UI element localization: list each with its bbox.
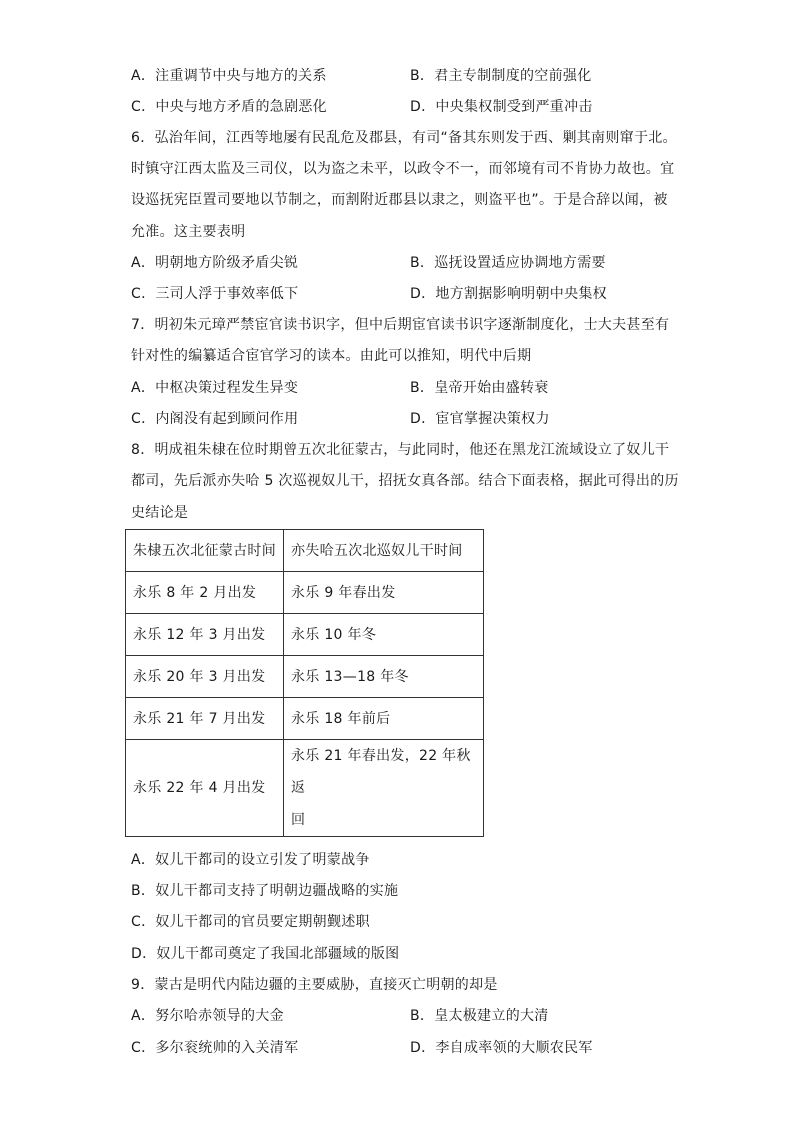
table-cell: 永乐 18 年前后 xyxy=(284,698,484,740)
q6-stem-line-4: 允准。这主要表明 xyxy=(131,224,246,240)
q9-option-a: A．努尔哈赤领导的大金 xyxy=(131,1008,284,1024)
q7-stem-line-2: 针对性的编纂适合宦官学习的读本。由此可以推知，明代中后期 xyxy=(131,348,532,364)
q7-option-d: D．宦官掌握决策权力 xyxy=(410,411,550,427)
table-row xyxy=(126,614,484,656)
table-row xyxy=(126,740,484,837)
q8-option-c: C．奴儿干都司的官员要定期朝觐述职 xyxy=(131,914,370,930)
table-header-row xyxy=(126,530,484,572)
table-cell: 永乐 10 年冬 xyxy=(284,614,484,656)
table-row xyxy=(126,572,484,614)
table-cell-line: 回 xyxy=(291,812,306,828)
q8-stem-line-1: 8．明成祖朱棣在位时期曾五次北征蒙古，与此同时，他还在黑龙江流域设立了奴儿干 xyxy=(131,442,670,458)
table-cell: 永乐 8 年 2 月出发 xyxy=(126,572,284,614)
q9-option-b: B．皇太极建立的大清 xyxy=(410,1008,549,1024)
table-cell-multiline xyxy=(284,740,484,837)
table-header-cell: 亦失哈五次北巡奴儿干时间 xyxy=(284,530,484,572)
q6-option-b: B．巡抚设置适应协调地方需要 xyxy=(410,255,606,271)
q5-option-d: D．中央集权制受到严重冲击 xyxy=(410,99,593,115)
q6-option-c: C．三司人浮于事效率低下 xyxy=(131,286,299,302)
q6-option-row-2 xyxy=(131,284,671,304)
table-row xyxy=(126,698,484,740)
q8-history-table xyxy=(125,529,484,837)
q7-option-row-2 xyxy=(131,409,671,429)
q5-option-row-1 xyxy=(131,66,671,86)
table-cell: 永乐 20 年 3 月出发 xyxy=(126,656,284,698)
q5-option-b: B．君主专制制度的空前强化 xyxy=(410,68,592,84)
table-header-cell: 朱棣五次北征蒙古时间 xyxy=(126,530,284,572)
q6-option-row-1 xyxy=(131,253,671,273)
q7-option-c: C．内阁没有起到顾问作用 xyxy=(131,411,299,427)
q8-option-d: D．奴儿干都司奠定了我国北部疆域的版图 xyxy=(131,946,400,962)
q5-option-a: A．注重调节中央与地方的关系 xyxy=(131,68,327,84)
q9-option-d: D．李自成率领的大顺农民军 xyxy=(410,1040,593,1056)
q9-option-c: C．多尔衮统帅的入关清军 xyxy=(131,1040,299,1056)
table-cell-line: 永乐 21 年春出发，22 年秋返 xyxy=(291,748,471,796)
q6-option-a: A．明朝地方阶级矛盾尖锐 xyxy=(131,255,299,271)
table-cell: 永乐 13—18 年冬 xyxy=(284,656,484,698)
q9-option-row-1 xyxy=(131,1006,671,1026)
q5-option-c: C．中央与地方矛盾的急剧恶化 xyxy=(131,99,327,115)
table-cell: 永乐 12 年 3 月出发 xyxy=(126,614,284,656)
q6-stem-line-3: 设巡抚宪臣置司要地以节制之，而割附近郡县以隶之，则盗平也”。于是合辞以闻，被 xyxy=(131,192,668,208)
table-cell: 永乐 9 年春出发 xyxy=(284,572,484,614)
q9-stem-line-1: 9．蒙古是明代内陆边疆的主要威胁，直接灭亡明朝的却是 xyxy=(131,977,498,993)
q7-option-b: B．皇帝开始由盛转衰 xyxy=(410,380,549,396)
table-cell: 永乐 22 年 4 月出发 xyxy=(126,740,284,837)
q7-option-a: A．中枢决策过程发生异变 xyxy=(131,380,299,396)
q8-option-b: B．奴儿干都司支持了明朝边疆战略的实施 xyxy=(131,883,399,899)
table-row xyxy=(126,656,484,698)
q8-stem-line-3: 史结论是 xyxy=(131,505,189,521)
q7-option-row-1 xyxy=(131,378,671,398)
q8-option-a: A．奴儿干都司的设立引发了明蒙战争 xyxy=(131,852,370,868)
q6-stem-line-1: 6．弘治年间，江西等地屡有民乱危及郡县，有司“备其东则发于西、剿其南则窜于北。 xyxy=(131,130,677,146)
q6-stem-line-2: 时镇守江西太监及三司仪，以为盗之未平，以政令不一，而邻境有司不肯协力故也。宜 xyxy=(131,161,675,177)
table-cell: 永乐 21 年 7 月出发 xyxy=(126,698,284,740)
q9-option-row-2 xyxy=(131,1038,671,1058)
q5-option-row-2 xyxy=(131,97,671,117)
q8-stem-line-2: 都司，先后派亦失哈 5 次巡视奴儿干，招抚女真各部。结合下面表格，据此可得出的历 xyxy=(131,473,679,489)
q6-option-d: D．地方割据影响明朝中央集权 xyxy=(410,286,607,302)
q7-stem-line-1: 7．明初朱元璋严禁宦官读书识字，但中后期宦官读书识字逐渐制度化，士大夫甚至有 xyxy=(131,317,670,333)
